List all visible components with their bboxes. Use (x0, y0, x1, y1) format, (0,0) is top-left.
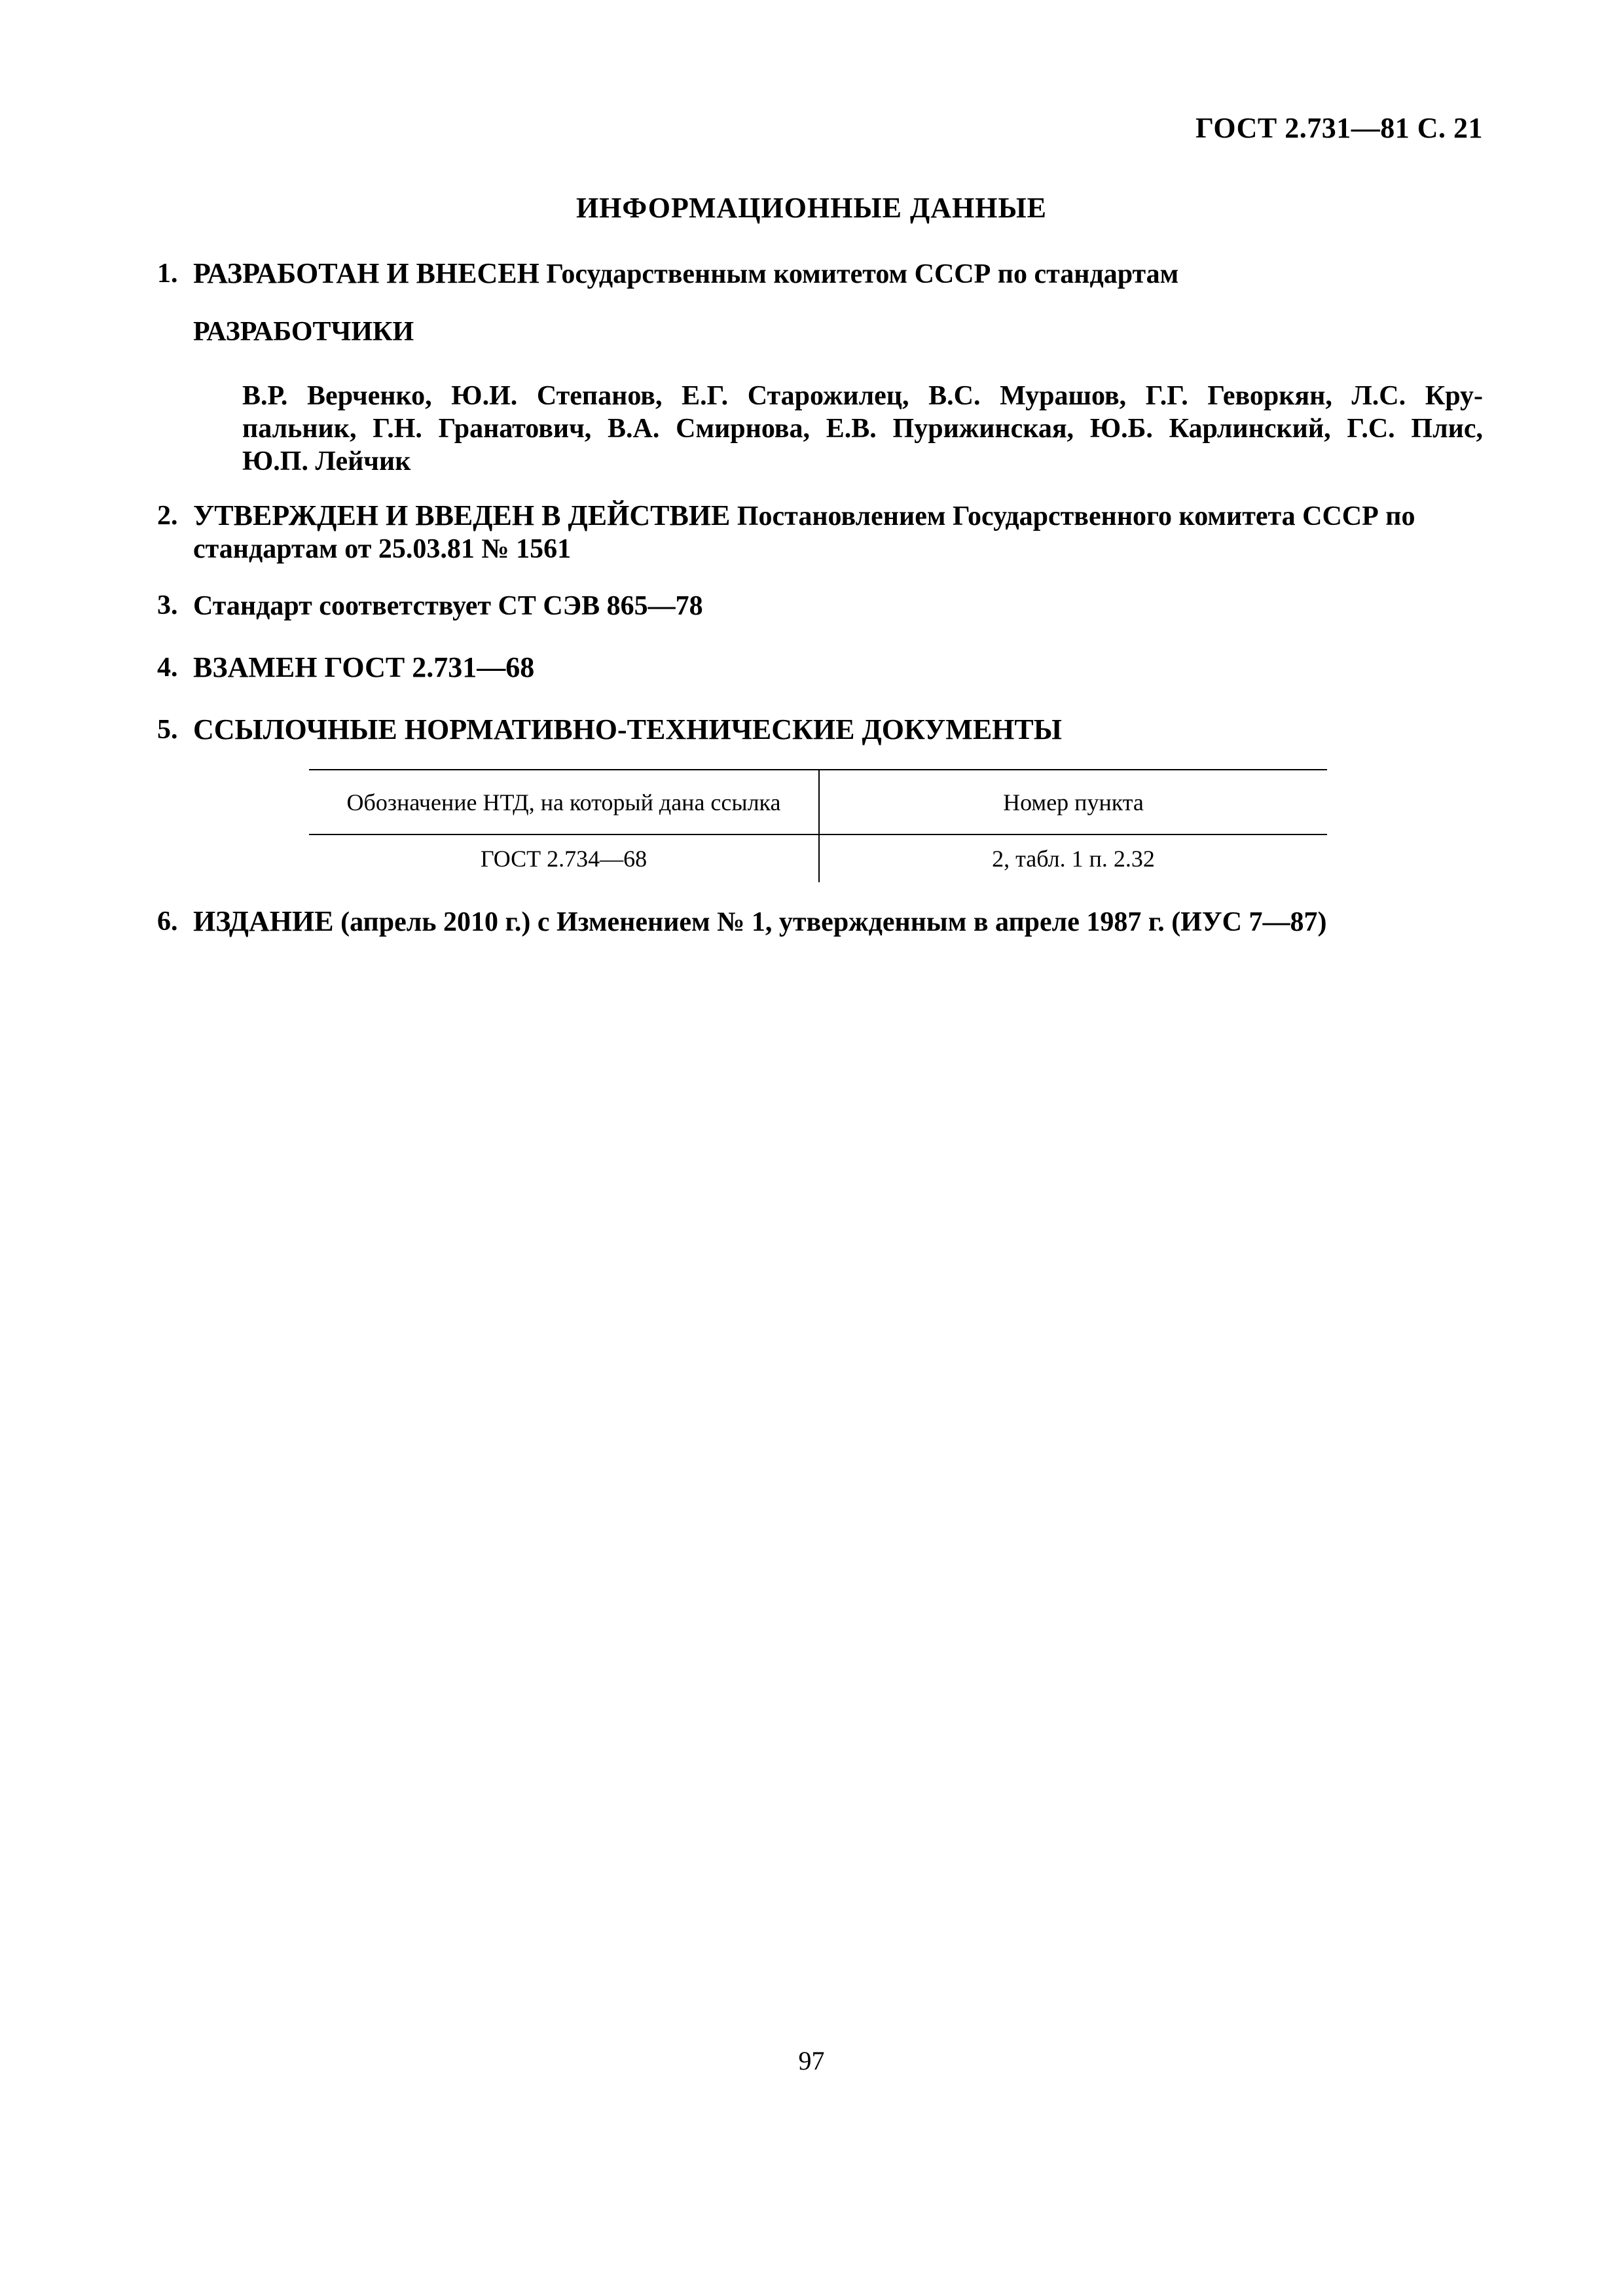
item-rest: Постановлением Государственного комитета СССР по стандартам от 25.03.81 № 1561 (193, 501, 1415, 564)
item-number: 4. (157, 653, 178, 683)
item-text (193, 713, 1483, 747)
item-rest: Стандарт соответствует СТ СЭВ 865—78 (193, 591, 703, 621)
item-lead: ИЗДАНИЕ (193, 905, 334, 937)
item-number: 2. (157, 501, 178, 531)
item-text (193, 257, 1483, 291)
item-number: 6. (157, 906, 178, 937)
table-row (309, 834, 1327, 882)
item-text (193, 589, 1483, 622)
page-title: ИНФОРМАЦИОННЫЕ ДАННЫЕ (575, 192, 1048, 224)
developers-line: Ю.П. Лейчик (242, 446, 411, 476)
developers-list (242, 380, 1483, 478)
item-rest: Государственным комитетом СССР по стандартам (539, 259, 1179, 289)
table-header-row (309, 770, 1327, 834)
item-text (193, 651, 1483, 685)
developers-line: В.Р. Верченко, Ю.И. Степанов, Е.Г. Старожилец, В.С. Мурашов, Г.Г. Геворкян, Л.С. Кру- (242, 381, 1483, 411)
developers-heading: РАЗРАБОТЧИКИ (193, 317, 414, 347)
item-number: 5. (157, 715, 178, 745)
item-lead: РАЗРАБОТАН И ВНЕСЕН (193, 257, 539, 289)
info-item-1 (157, 257, 1483, 291)
table-cell-clause: 2, табл. 1 п. 2.32 (992, 846, 1155, 872)
item-number: 3. (157, 590, 178, 620)
info-item-3 (157, 589, 1483, 622)
table-cell-ntd: ГОСТ 2.734—68 (309, 834, 819, 882)
info-item-4 (157, 651, 1483, 685)
info-item-5 (157, 713, 1483, 747)
column-header-clause: Номер пункта (819, 770, 1327, 834)
info-item-6 (157, 905, 1483, 939)
item-number: 1. (157, 259, 178, 289)
item-lead: УТВЕРЖДЕН И ВВЕДЕН В ДЕЙСТВИЕ (193, 499, 731, 531)
item-lead: ССЫЛОЧНЫЕ НОРМАТИВНО-ТЕХНИЧЕСКИЕ ДОКУМЕНТЫ (193, 713, 1062, 745)
reference-documents-table (309, 769, 1327, 882)
item-text (193, 499, 1483, 565)
item-text (193, 905, 1483, 939)
standard-reference-header: ГОСТ 2.731—81 С. 21 (1195, 112, 1483, 144)
developers-line: пальник, Г.Н. Гранатович, В.А. Смирнова, Е.В. Пурижинская, Ю.Б. Карлинский, Г.С. Плис, (242, 414, 1483, 444)
column-header-ntd: Обозначение НТД, на который дана ссылка (309, 770, 819, 834)
info-item-2 (157, 499, 1483, 565)
page-number: 97 (798, 2046, 825, 2075)
item-rest: (апрель 2010 г.) с Изменением № 1, утвержденным в апреле 1987 г. (ИУС 7—87) (333, 907, 1327, 937)
item-lead: ВЗАМЕН ГОСТ 2.731—68 (193, 651, 535, 683)
